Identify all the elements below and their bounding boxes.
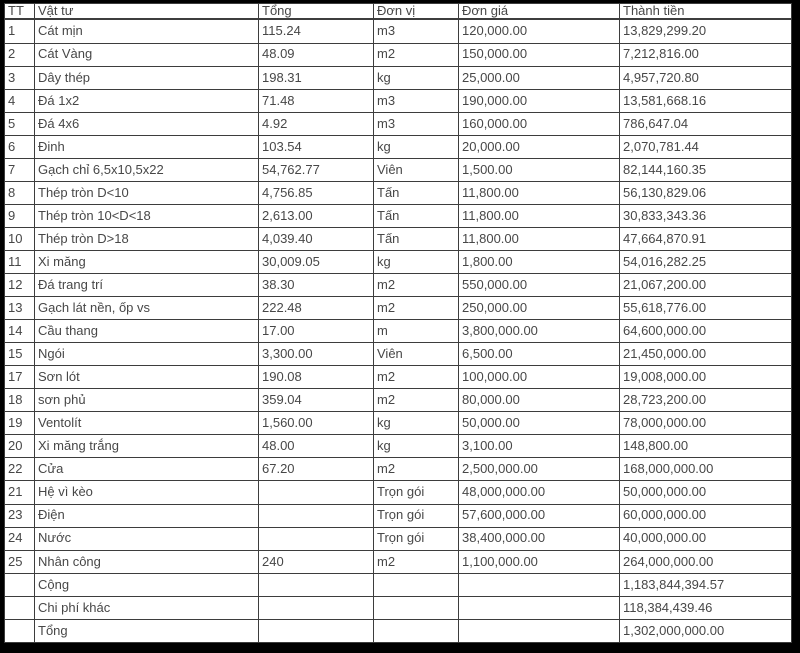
table-row [5, 527, 792, 550]
cell-total-amount: 78,000,000.00 [620, 412, 792, 435]
cell-total-amount: 21,067,200.00 [620, 274, 792, 297]
cell-total-amount: 60,000,000.00 [620, 504, 792, 527]
cell-unit-price: 1,100,000.00 [459, 550, 620, 573]
cell-total-amount: 168,000,000.00 [620, 458, 792, 481]
cell-material-name: Tổng [35, 619, 259, 642]
table-row [5, 43, 792, 66]
table-row [5, 274, 792, 297]
cell-unit: Viên [374, 158, 459, 181]
cell-total-amount: 64,600,000.00 [620, 320, 792, 343]
cell-quantity: 103.54 [259, 135, 374, 158]
cell-row-number: 9 [5, 204, 35, 227]
cell-unit: kg [374, 412, 459, 435]
cell-unit [374, 573, 459, 596]
cell-unit-price: 3,100.00 [459, 435, 620, 458]
cell-unit-price: 48,000,000.00 [459, 481, 620, 504]
table-row [5, 19, 792, 43]
cell-total-amount: 2,070,781.44 [620, 135, 792, 158]
cell-row-number: 5 [5, 112, 35, 135]
cell-row-number [5, 619, 35, 642]
cell-unit-price [459, 619, 620, 642]
cell-unit: Trọn gói [374, 481, 459, 504]
cell-unit-price: 11,800.00 [459, 181, 620, 204]
cell-quantity: 190.08 [259, 366, 374, 389]
cell-material-name: Xi măng trắng [35, 435, 259, 458]
cell-unit: m2 [374, 458, 459, 481]
materials-cost-table [4, 3, 792, 643]
cell-unit-price: 120,000.00 [459, 19, 620, 43]
cell-row-number: 24 [5, 527, 35, 550]
cell-quantity: 1,560.00 [259, 412, 374, 435]
cell-unit-price: 1,500.00 [459, 158, 620, 181]
cell-row-number: 1 [5, 19, 35, 43]
cell-material-name: sơn phủ [35, 389, 259, 412]
cell-unit-price: 80,000.00 [459, 389, 620, 412]
cell-unit: m3 [374, 19, 459, 43]
cell-quantity: 240 [259, 550, 374, 573]
cell-quantity: 3,300.00 [259, 343, 374, 366]
cell-unit: Tấn [374, 181, 459, 204]
cell-quantity [259, 527, 374, 550]
cell-total-amount: 148,800.00 [620, 435, 792, 458]
cell-material-name: Cộng [35, 573, 259, 596]
cell-total-amount: 82,144,160.35 [620, 158, 792, 181]
cell-total-amount: 7,212,816.00 [620, 43, 792, 66]
cell-total-amount: 264,000,000.00 [620, 550, 792, 573]
table-row [5, 251, 792, 274]
cell-material-name: Chi phí khác [35, 596, 259, 619]
cell-material-name: Gạch chỉ 6,5x10,5x22 [35, 158, 259, 181]
cell-unit-price: 3,800,000.00 [459, 320, 620, 343]
cell-total-amount: 55,618,776.00 [620, 297, 792, 320]
cell-unit: Viên [374, 343, 459, 366]
table-row [5, 227, 792, 250]
cell-quantity: 359.04 [259, 389, 374, 412]
cell-quantity [259, 573, 374, 596]
cell-unit: m2 [374, 297, 459, 320]
materials-table-head-row [5, 4, 792, 20]
cell-total-amount: 56,130,829.06 [620, 181, 792, 204]
cell-material-name: Gạch lát nền, ốp vs [35, 297, 259, 320]
cell-unit-price: 50,000.00 [459, 412, 620, 435]
cell-unit-price: 550,000.00 [459, 274, 620, 297]
table-row [5, 204, 792, 227]
cell-unit: kg [374, 66, 459, 89]
cell-total-amount: 13,581,668.16 [620, 89, 792, 112]
cell-row-number: 23 [5, 504, 35, 527]
cell-unit: m2 [374, 389, 459, 412]
cell-quantity: 48.09 [259, 43, 374, 66]
cell-material-name: Thép tròn D>18 [35, 227, 259, 250]
cell-quantity: 2,613.00 [259, 204, 374, 227]
cell-unit: Tấn [374, 227, 459, 250]
cell-unit: Trọn gói [374, 527, 459, 550]
cell-unit-price: 11,800.00 [459, 227, 620, 250]
cell-row-number [5, 596, 35, 619]
cell-row-number: 21 [5, 481, 35, 504]
cell-total-amount: 1,183,844,394.57 [620, 573, 792, 596]
cell-unit-price: 25,000.00 [459, 66, 620, 89]
cell-unit: m2 [374, 274, 459, 297]
cell-total-amount: 4,957,720.80 [620, 66, 792, 89]
cell-material-name: Ventolít [35, 412, 259, 435]
table-row [5, 320, 792, 343]
cell-unit-price: 150,000.00 [459, 43, 620, 66]
cell-quantity [259, 619, 374, 642]
cell-unit [374, 619, 459, 642]
cell-unit: m3 [374, 89, 459, 112]
table-row [5, 481, 792, 504]
cell-quantity: 4.92 [259, 112, 374, 135]
cell-unit-price: 38,400,000.00 [459, 527, 620, 550]
cell-total-amount: 786,647.04 [620, 112, 792, 135]
cell-material-name: Cửa [35, 458, 259, 481]
cell-material-name: Cát mịn [35, 19, 259, 43]
cell-unit-price: 250,000.00 [459, 297, 620, 320]
cell-material-name: Đá 4x6 [35, 112, 259, 135]
cell-row-number: 8 [5, 181, 35, 204]
cell-unit: m2 [374, 43, 459, 66]
cell-row-number: 15 [5, 343, 35, 366]
cell-quantity [259, 596, 374, 619]
cell-row-number: 17 [5, 366, 35, 389]
cell-total-amount: 50,000,000.00 [620, 481, 792, 504]
cell-total-amount: 47,664,870.91 [620, 227, 792, 250]
table-row [5, 435, 792, 458]
cell-row-number: 25 [5, 550, 35, 573]
cell-unit-price [459, 573, 620, 596]
col-header-tong: Tổng [259, 4, 374, 20]
table-row [5, 389, 792, 412]
cell-material-name: Đinh [35, 135, 259, 158]
cell-material-name: Dây thép [35, 66, 259, 89]
cell-quantity: 71.48 [259, 89, 374, 112]
cell-row-number: 12 [5, 274, 35, 297]
cell-row-number: 20 [5, 435, 35, 458]
cell-quantity: 4,039.40 [259, 227, 374, 250]
col-header-name: Vật tư [35, 4, 259, 20]
cell-unit [374, 596, 459, 619]
cell-row-number: 4 [5, 89, 35, 112]
table-row [5, 297, 792, 320]
cell-material-name: Hệ vì kèo [35, 481, 259, 504]
cell-total-amount: 21,450,000.00 [620, 343, 792, 366]
summary-row [5, 596, 792, 619]
cell-unit: kg [374, 135, 459, 158]
cell-row-number: 3 [5, 66, 35, 89]
cell-unit-price: 20,000.00 [459, 135, 620, 158]
cell-total-amount: 19,008,000.00 [620, 366, 792, 389]
cell-unit-price: 11,800.00 [459, 204, 620, 227]
cell-material-name: Xi măng [35, 251, 259, 274]
cell-quantity: 38.30 [259, 274, 374, 297]
col-header-tt: TT [5, 4, 35, 20]
cell-quantity: 198.31 [259, 66, 374, 89]
cell-material-name: Nhân công [35, 550, 259, 573]
cell-material-name: Thép tròn D<10 [35, 181, 259, 204]
cell-row-number: 18 [5, 389, 35, 412]
materials-table-body [5, 19, 792, 642]
cell-row-number: 13 [5, 297, 35, 320]
cell-quantity: 67.20 [259, 458, 374, 481]
cell-total-amount: 54,016,282.25 [620, 251, 792, 274]
materials-table-frame [4, 3, 791, 643]
cell-unit: m [374, 320, 459, 343]
cell-total-amount: 118,384,439.46 [620, 596, 792, 619]
table-row [5, 412, 792, 435]
cell-unit-price: 100,000.00 [459, 366, 620, 389]
cell-row-number: 14 [5, 320, 35, 343]
table-row [5, 181, 792, 204]
cell-row-number: 22 [5, 458, 35, 481]
cell-row-number [5, 573, 35, 596]
cell-quantity [259, 504, 374, 527]
cell-quantity: 30,009.05 [259, 251, 374, 274]
cell-row-number: 6 [5, 135, 35, 158]
cell-material-name: Cầu thang [35, 320, 259, 343]
cell-unit-price: 190,000.00 [459, 89, 620, 112]
cell-material-name: Đá trang trí [35, 274, 259, 297]
table-row [5, 343, 792, 366]
table-row [5, 66, 792, 89]
cell-row-number: 11 [5, 251, 35, 274]
table-row [5, 158, 792, 181]
cell-quantity: 17.00 [259, 320, 374, 343]
cell-unit: m3 [374, 112, 459, 135]
cell-quantity: 4,756.85 [259, 181, 374, 204]
cell-row-number: 2 [5, 43, 35, 66]
cell-quantity: 115.24 [259, 19, 374, 43]
cell-unit-price: 1,800.00 [459, 251, 620, 274]
cell-row-number: 7 [5, 158, 35, 181]
cell-unit-price: 57,600,000.00 [459, 504, 620, 527]
table-row [5, 135, 792, 158]
cell-material-name: Cát Vàng [35, 43, 259, 66]
cell-material-name: Đá 1x2 [35, 89, 259, 112]
cell-row-number: 10 [5, 227, 35, 250]
table-row [5, 366, 792, 389]
cell-unit-price: 2,500,000.00 [459, 458, 620, 481]
cell-unit: m2 [374, 366, 459, 389]
cell-unit: kg [374, 251, 459, 274]
cell-material-name: Ngói [35, 343, 259, 366]
cell-row-number: 19 [5, 412, 35, 435]
table-row [5, 504, 792, 527]
cell-quantity: 48.00 [259, 435, 374, 458]
table-row [5, 550, 792, 573]
cell-total-amount: 1,302,000,000.00 [620, 619, 792, 642]
cell-unit-price: 6,500.00 [459, 343, 620, 366]
cell-unit-price [459, 596, 620, 619]
table-row [5, 458, 792, 481]
cell-total-amount: 13,829,299.20 [620, 19, 792, 43]
summary-row [5, 619, 792, 642]
cell-material-name: Sơn lót [35, 366, 259, 389]
cell-unit: Tấn [374, 204, 459, 227]
cell-material-name: Nước [35, 527, 259, 550]
cell-total-amount: 28,723,200.00 [620, 389, 792, 412]
cell-quantity: 222.48 [259, 297, 374, 320]
table-row [5, 112, 792, 135]
cell-unit-price: 160,000.00 [459, 112, 620, 135]
cell-unit: Trọn gói [374, 504, 459, 527]
cell-material-name: Điện [35, 504, 259, 527]
cell-total-amount: 30,833,343.36 [620, 204, 792, 227]
col-header-amount: Thành tiền [620, 4, 792, 20]
col-header-unit: Đơn vị [374, 4, 459, 20]
cell-unit: m2 [374, 550, 459, 573]
cell-total-amount: 40,000,000.00 [620, 527, 792, 550]
cell-quantity: 54,762.77 [259, 158, 374, 181]
cell-material-name: Thép tròn 10<D<18 [35, 204, 259, 227]
table-row [5, 89, 792, 112]
cell-quantity [259, 481, 374, 504]
summary-row [5, 573, 792, 596]
col-header-price: Đơn giá [459, 4, 620, 20]
cell-unit: kg [374, 435, 459, 458]
